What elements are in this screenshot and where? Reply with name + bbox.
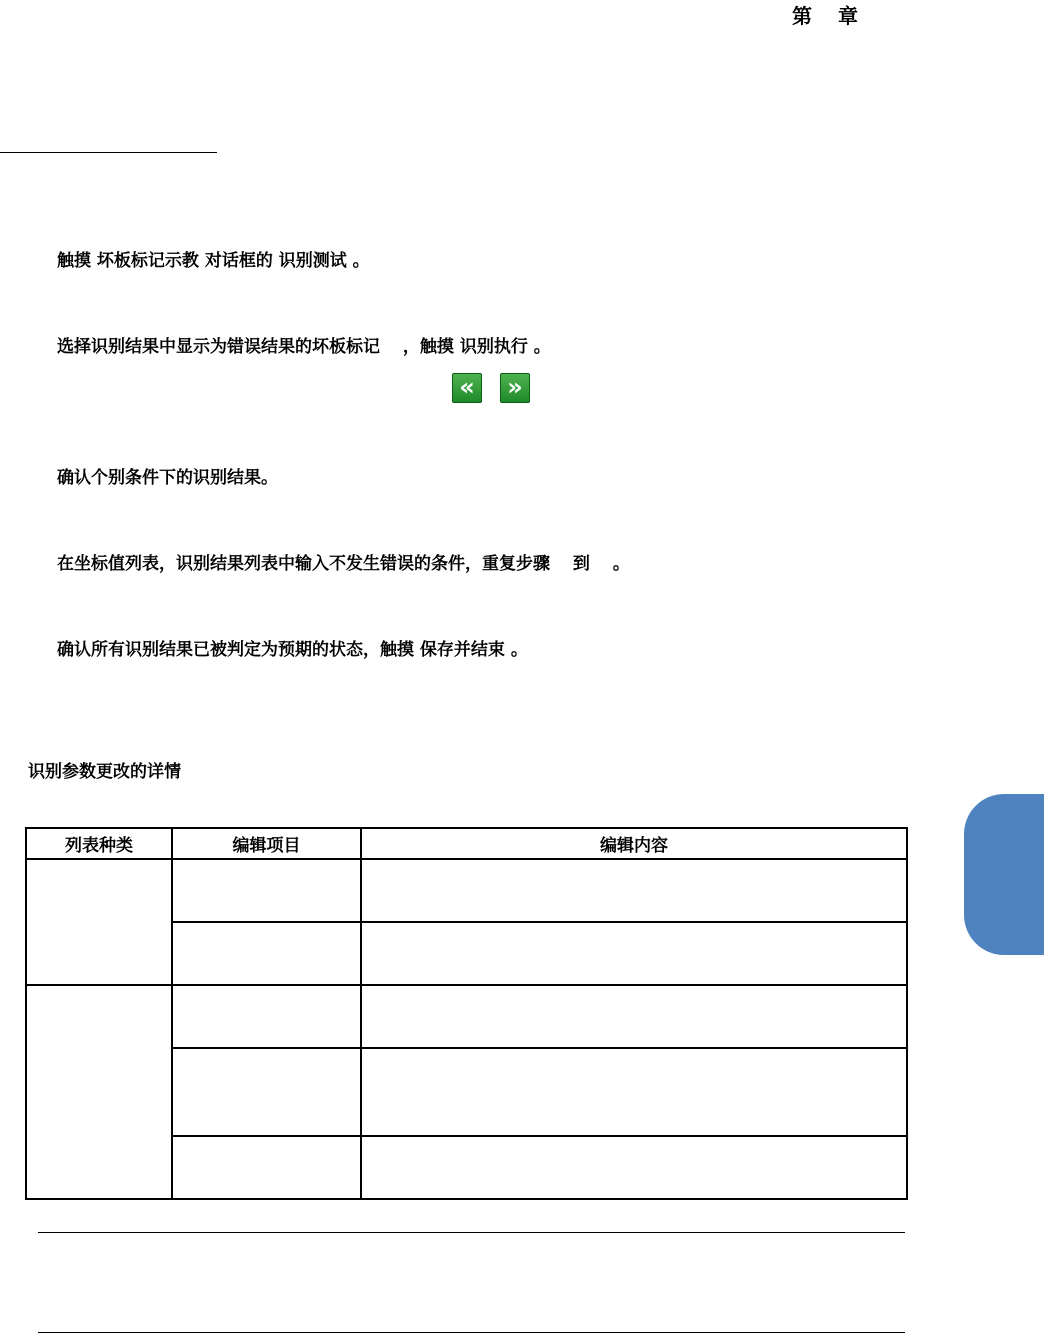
chapter-header	[792, 0, 858, 29]
step-3: 确认个别条件下的识别结果。	[57, 468, 278, 488]
double-chevron-right-icon: »	[507, 373, 523, 401]
table-cell-item	[172, 859, 361, 922]
note-rule-top	[38, 1232, 905, 1233]
table-cell-content	[361, 985, 907, 1048]
double-chevron-left-icon: «	[459, 373, 475, 401]
table-cell-content	[361, 922, 907, 985]
parameter-table	[25, 827, 908, 1200]
chapter-label-left: 第	[792, 4, 812, 28]
section-title: 识别参数更改的详情	[28, 762, 181, 782]
step-2: 选择识别结果中显示为错误结果的坏板标记 ，触摸 识别执行 。	[57, 337, 551, 357]
step-5: 确认所有识别结果已被判定为预期的状态，触摸 保存并结束 。	[57, 640, 528, 660]
table-row	[26, 985, 907, 1048]
table-cell-list-type	[26, 985, 172, 1199]
header-list-type: 列表种类	[26, 828, 172, 859]
table-cell-item	[172, 922, 361, 985]
header-edit-item: 编辑项目	[172, 828, 361, 859]
table-cell-content	[361, 1136, 907, 1199]
table-cell-list-type	[26, 859, 172, 985]
table-row	[26, 859, 907, 922]
prev-page-button[interactable]	[452, 373, 482, 403]
chapter-side-tab	[964, 794, 1044, 955]
step-4: 在坐标值列表，识别结果列表中输入不发生错误的条件，重复步骤 到 。	[57, 554, 630, 574]
table-cell-content	[361, 859, 907, 922]
header-edit-content: 编辑内容	[361, 828, 907, 859]
header-rule	[0, 152, 217, 153]
table-cell-item	[172, 1048, 361, 1136]
table-header-row	[26, 828, 907, 859]
step-1: 触摸 坏板标记示教 对话框的 识别测试 。	[57, 251, 370, 271]
table-cell-content	[361, 1048, 907, 1136]
next-page-button[interactable]	[500, 373, 530, 403]
table-cell-item	[172, 985, 361, 1048]
chapter-label-right: 章	[838, 4, 858, 28]
note-rule-bottom	[38, 1332, 905, 1333]
table-cell-item	[172, 1136, 361, 1199]
